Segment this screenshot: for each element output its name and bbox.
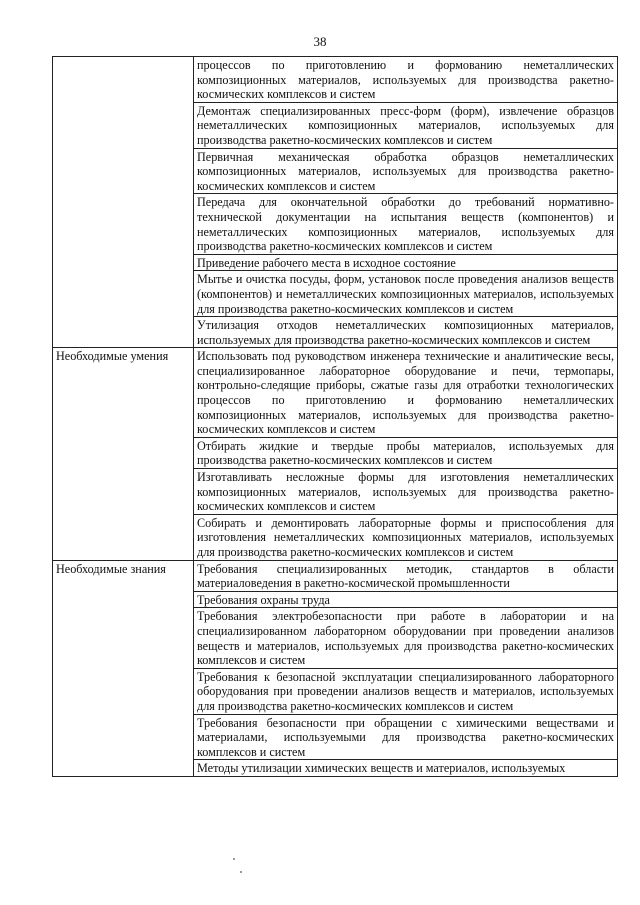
table-cell-item: Требования специализированных методик, стандартов в области материаловедения в ракетно-космической промышленности [194, 560, 618, 591]
page-number: 38 [313, 34, 327, 49]
table-cell-item: Требования охраны труда [194, 591, 618, 608]
table-cell-item: Утилизация отходов неметаллических композиционных материалов, используемых для производства ракетно-космических комплексов и систем [194, 317, 618, 348]
scan-speck [233, 858, 235, 860]
section-label-knowledge: Необходимые знания [53, 560, 194, 776]
table-cell-item: Передача для окончательной обработки до требований нормативно-технической документации на испытания веществ (компонентов) и неметаллических композиционных материалов, используемых для производства ракетно-космических комплексов и систем [194, 194, 618, 254]
table-cell-item: Демонтаж специализированных пресс-форм (форм), извлечение образцов неметаллических композиционных материалов, используемых для производства ракетно-космических комплексов и систем [194, 102, 618, 148]
competency-table [52, 56, 618, 777]
table-cell-item: Требования к безопасной эксплуатации специализированного лабораторного оборудования при проведении анализов веществ и материалов, используемых для производства ракетно-космических комплексов и систем [194, 668, 618, 714]
table-cell-item: Требования электробезопасности при работе в лаборатории и на специализированном лабораторном оборудовании при проведении анализов веществ и материалов, используемых для производства ракетно-космических комплексов и систем [194, 608, 618, 668]
section-label-skills: Необходимые умения [53, 348, 194, 560]
table-row [53, 57, 618, 103]
table-cell-item: Отбирать жидкие и твердые пробы материалов, используемых для производства ракетно-космических комплексов и систем [194, 437, 618, 468]
table-cell-item: Собирать и демонтировать лабораторные формы и приспособления для изготовления неметаллических композиционных материалов, используемых для производства ракетно-космических комплексов и систем [194, 514, 618, 560]
scan-speck [240, 871, 242, 873]
table-cell-item: Использовать под руководством инженера технические и аналитические весы, специализированное лабораторное оборудование и печи, термопары, контрольно-следящие приборы, сжатые газы для отработки технологических процессов по приготовлению и формованию неметаллических композиционных материалов, используемых для производства ракетно-космических комплексов и систем [194, 348, 618, 438]
table-row [53, 348, 618, 438]
section-label-cell [53, 57, 194, 348]
table-row [53, 560, 618, 591]
table-cell-item: Методы утилизации химических веществ и материалов, используемых [194, 760, 618, 777]
table-cell-item: Требования безопасности при обращении с химическими веществами и материалами, используемыми для производства ракетно-космических комплексов и систем [194, 714, 618, 760]
table-cell-item: Изготавливать несложные формы для изготовления неметаллических композиционных материалов, используемых для производства ракетно-космических комплексов и систем [194, 469, 618, 515]
table-cell-item: Мытье и очистка посуды, форм, установок после проведения анализов веществ (компонентов) и неметаллических композиционных материалов, используемых для производства ракетно-космических комплексов и систем [194, 271, 618, 317]
table-cell-item: процессов по приготовлению и формованию неметаллических композиционных материалов, используемых для производства ракетно-космических комплексов и систем [194, 57, 618, 103]
table-cell-item: Приведение рабочего места в исходное состояние [194, 254, 618, 271]
table-cell-item: Первичная механическая обработка образцов неметаллических композиционных материалов, используемых для производства ракетно-космических комплексов и систем [194, 148, 618, 194]
